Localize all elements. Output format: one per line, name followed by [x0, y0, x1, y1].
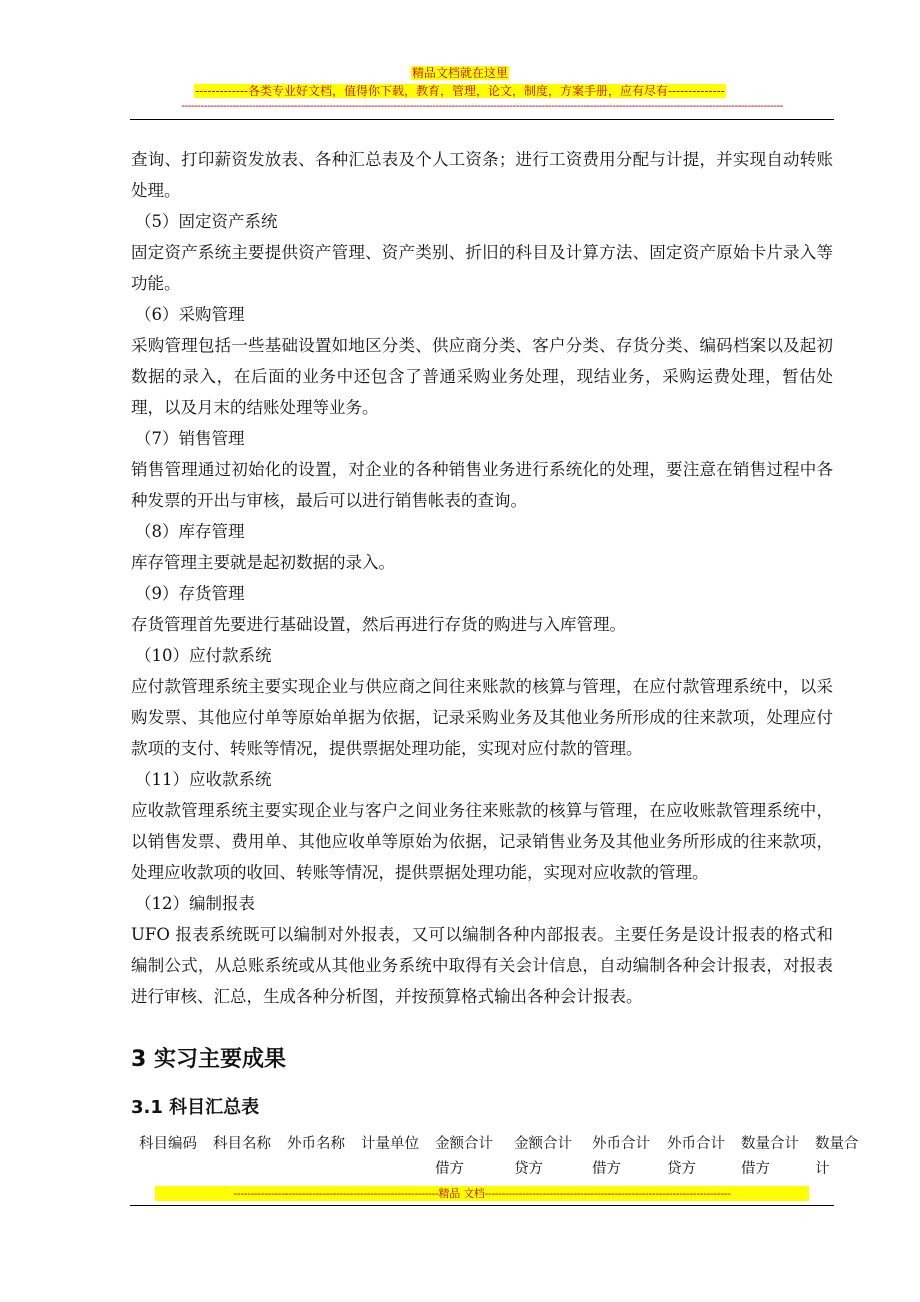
header-banner [0, 66, 920, 80]
paragraph: 查询、打印薪资发放表、各种汇总表及个人工资条；进行工资费用分配与计提，并实现自动转账处理。 [131, 150, 833, 200]
section-label: （10）应付款系统 [135, 646, 272, 665]
summary-table-header [139, 1132, 859, 1184]
header-subtitle: -------------各类专业好文档，值得你下载，教育，管理，论文，制度，方案手册，应有尽有-------------- [195, 84, 725, 98]
paragraph: 应收款管理系统主要实现企业与客户之间业务往来账款的核算与管理，在应收账款管理系统中，以销售发票、费用单、其他应收单等原始为依据，记录销售业务及其他业务所形成的往来款项，处理应收款项的收回、转账等情况，提供票据处理功能，实现对应收款的管理。 [131, 801, 833, 882]
table-header-cell: 外币名称 [287, 1136, 345, 1152]
subsection-heading: 3.1 科目汇总表 [131, 1097, 260, 1118]
table-header-cell: 外币合计借方 [592, 1136, 650, 1177]
document-body [131, 144, 833, 1012]
table-header-cell: 数量合计 [815, 1136, 859, 1177]
paragraph: 采购管理包括一些基础设置如地区分类、供应商分类、客户分类、存货分类、编码档案以及起初数据的录入，在后面的业务中还包含了普通采购业务处理，现结业务，采购运费处理，暂估处理，以及月末的结账处理等业务。 [131, 336, 833, 417]
table-header-cell: 数量合计借方 [741, 1136, 799, 1177]
paragraph: 销售管理通过初始化的设置，对企业的各种销售业务进行系统化的处理，要注意在销售过程中各种发票的开出与审核，最后可以进行销售帐表的查询。 [131, 460, 833, 510]
footer-banner: ------------------------------------------------------------精品 文档------------------------------------------------------------------------ [155, 1186, 809, 1201]
section-label: （5）固定资产系统 [135, 212, 278, 231]
paragraph: 固定资产系统主要提供资产管理、资产类别、折旧的科目及计算方法、固定资产原始卡片录入等功能。 [131, 243, 833, 293]
header-title: 精品文档就在这里 [411, 66, 508, 80]
paragraph: 存货管理首先要进行基础设置，然后再进行存货的购进与入库管理。 [131, 615, 626, 634]
table-header-cell: 外币合计贷方 [667, 1136, 725, 1177]
section-heading: 3 实习主要成果 [131, 1047, 286, 1072]
paragraph: 库存管理主要就是起初数据的录入。 [131, 553, 395, 572]
section-label: （12）编制报表 [135, 894, 255, 913]
table-header-cell: 科目编码 [139, 1136, 197, 1152]
footer-rule [130, 1205, 834, 1206]
header-subtitle-row [0, 84, 920, 98]
table-header-cell: 计量单位 [361, 1136, 419, 1152]
table-header-cell: 金额合计借方 [435, 1136, 493, 1177]
section-label: （8）库存管理 [135, 522, 245, 541]
section-label: （11）应收款系统 [135, 770, 272, 789]
paragraph: UFO 报表系统既可以编制对外报表，又可以编制各种内部报表。主要任务是设计报表的格式和编制公式，从总账系统或从其他业务系统中取得有关会计信息，自动编制各种会计报表，对报表进行审核、汇总，生成各种分析图，并按预算格式输出各种会计报表。 [131, 925, 833, 1006]
section-label: （7）销售管理 [135, 429, 245, 448]
section-label: （6）采购管理 [135, 305, 245, 324]
section-label: （9）存货管理 [135, 584, 245, 603]
header-dash-line: ------------------------------------------------------------------------------------------------------------------------------------------------------------------------------------------- [181, 100, 783, 112]
paragraph: 应付款管理系统主要实现企业与供应商之间往来账款的核算与管理，在应付款管理系统中，以采购发票、其他应付单等原始单据为依据，记录采购业务及其他业务所形成的往来款项，处理应付款项的支付、转账等情况，提供票据处理功能，实现对应付款的管理。 [131, 677, 833, 758]
table-header-cell: 科目名称 [213, 1136, 271, 1152]
table-header-cell: 金额合计贷方 [514, 1136, 572, 1177]
header-rule [130, 119, 834, 120]
